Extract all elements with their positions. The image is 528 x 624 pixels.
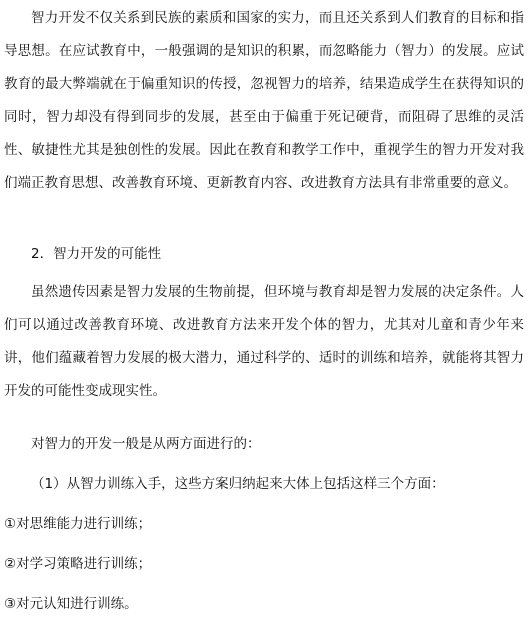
list-item-strategy: ②对学习策略进行训练；	[4, 556, 152, 572]
list-item-metacognition: ③对元认知进行训练。	[4, 596, 138, 612]
two-aspects-paragraph: 对智力的开发一般是从两方面进行的：	[31, 436, 261, 452]
possibility-paragraph: 虽然遗传因素是智力发展的生物前提，但环境与教育却是智力发展的决定条件。人们可以通过改善教育环境、改进教育方法来开发个体的智力，尤其对儿童和青少年来讲，他们蕴藏着智力发展的极大潜力，通过科学的、适时的训练和培养，就能将其智力开发的可能性变成现实性。	[4, 284, 524, 399]
list-item-thinking: ①对思维能力进行训练；	[4, 516, 152, 532]
intro-paragraph: 智力开发不仅关系到民族的素质和国家的实力，而且还关系到人们教育的目标和指导思想。在应试教育中，一般强调的是知识的积累，而忽略能力（智力）的发展。应试教育的最大弊端就在于偏重知识的传授，忽视智力的培养，结果造成学生在获得知识的同时，智力却没有得到同步的发展，甚至由于偏重于死记硬背，而阻碍了思维的灵活性、敏捷性尤其是独创性的发展。因此在教育和教学工作中，重视学生的智力开发对我们端正教育思想、改善教育环境、更新教育内容、改进教育方法具有非常重要的意义。	[4, 10, 524, 191]
section-heading: 2．智力开发的可能性	[31, 246, 162, 262]
subpoint-1-paragraph: （1）从智力训练入手，这些方案归纳起来大体上包括这样三个方面：	[31, 476, 445, 492]
